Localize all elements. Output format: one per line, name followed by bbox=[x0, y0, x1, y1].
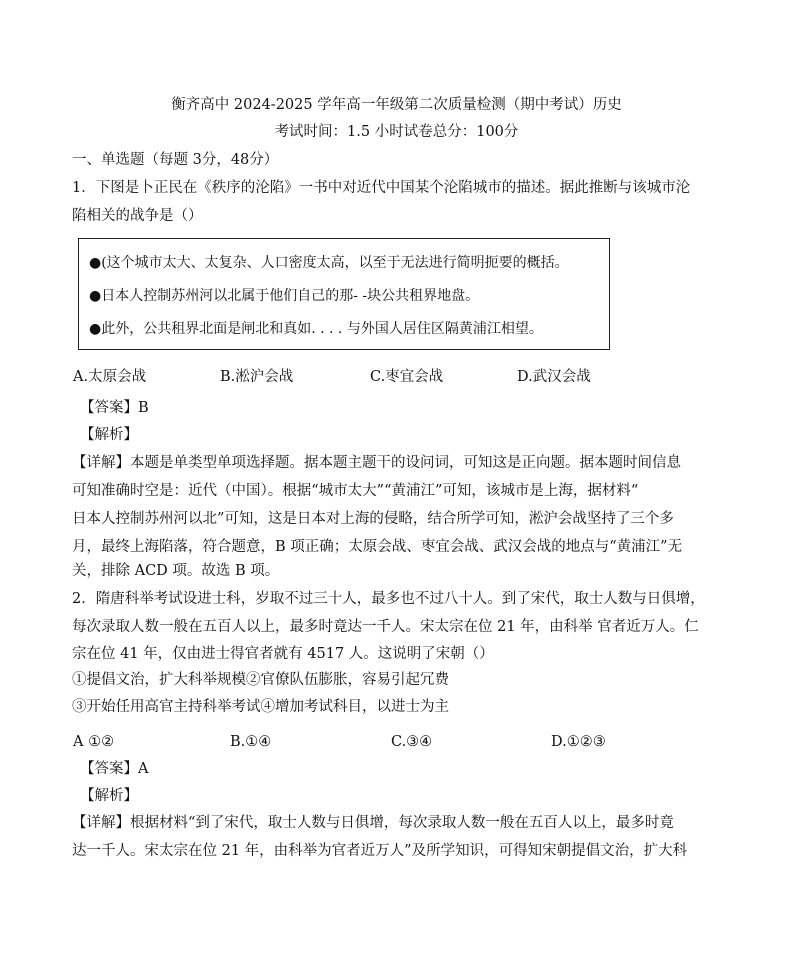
q1-detail-line3: 日本人控制苏州河以北”可知，这是日本对上海的侵略，结合所学可知，淞沪会战坚持了三个多 bbox=[72, 511, 674, 527]
q1-stem-line2: 陷相关的战争是（） bbox=[72, 208, 203, 224]
q1-detail-line1: 【详解】本题是单类型单项选择题。据本题主题干的设问词，可知这是正向题。据本题时间信息 bbox=[72, 455, 681, 471]
q1-quote-box bbox=[78, 238, 610, 350]
q1-quote-1: ●(这个城市太大、太复杂、人口密度太高，以至于无法进行简明扼要的概括。 bbox=[89, 255, 569, 271]
section-heading: 一、单选题（每题 3分，48分） bbox=[72, 152, 279, 168]
q2-option-d: D.①②③ bbox=[551, 734, 606, 750]
q1-option-d: D.武汉会战 bbox=[517, 369, 591, 385]
q2-option-c: C.③④ bbox=[391, 734, 433, 750]
q1-stem-line1: 1．下图是卜正民在《秩序的沦陷》一书中对近代中国某个沦陷城市的描述。据此推断与该城市沦 bbox=[72, 180, 691, 196]
page-title: 衡齐高中 2024-2025 学年高一年级第二次质量检测（期中考试）历史 bbox=[171, 97, 622, 113]
q1-answer: 【答案】B bbox=[80, 400, 149, 416]
q2-stem-line1: 2．隋唐科举考试设进士科，岁取不过三十人，最多也不过八十人。到了宋代，取士人数与日俱增， bbox=[72, 591, 705, 607]
q1-option-a: A.太原会战 bbox=[73, 369, 147, 385]
q1-detail-line2: 可知准确时空是：近代（中国）。根据“城市太大”“黄浦江”可知，该城市是上海，据材料“ bbox=[72, 483, 639, 499]
q2-stem-line3: 宗在位 41 年，仅由进士得官者就有 4517 人。这说明了宋朝（） bbox=[72, 646, 494, 662]
q2-option-a: A ①② bbox=[73, 734, 115, 750]
q2-answer: 【答案】A bbox=[80, 761, 149, 777]
q2-detail-line2: 达一千人。宋太宗在位 21 年，由科举为官者近万人”及所学知识，可得知宋朝提倡文治，扩大科 bbox=[72, 843, 688, 859]
q1-quote-3: ●此外，公共租界北面是闸北和真如. . . . 与外国人居住区隔黄浦江相望。 bbox=[89, 321, 543, 337]
q1-quote-2: ●日本人控制苏州河以北属于他们自己的那- -块公共租界地盘。 bbox=[89, 288, 480, 304]
q2-items-line2: ③开始任用高官主持科举考试④增加考试科目，以进士为主 bbox=[72, 699, 449, 715]
q1-analysis-label: 【解析】 bbox=[80, 427, 138, 443]
q2-stem-line2: 每次录取人数一般在五百人以上，最多时竟达一千人。宋太宗在位 21 年，由科举 官者近万人。仁 bbox=[72, 619, 699, 635]
q2-option-b: B.①④ bbox=[230, 734, 272, 750]
q2-detail-line1: 【详解】根据材料“到了宋代，取士人数与日俱增，每次录取人数一般在五百人以上，最多时竟 bbox=[72, 815, 674, 831]
q2-analysis-label: 【解析】 bbox=[80, 788, 138, 804]
q1-detail-line4: 月，最终上海陷落，符合题意，B 项正确；太原会战、枣宜会战、武汉会战的地点与“黄浦江”无 bbox=[72, 539, 683, 555]
exam-info: 考试时间：1.5 小时试卷总分：100分 bbox=[274, 124, 519, 140]
q1-detail-line5: 关，排除 ACD 项。故选 B 项。 bbox=[72, 563, 280, 579]
q2-items-line1: ①提倡文治，扩大科举规模②官僚队伍膨胀，容易引起冗费 bbox=[72, 672, 449, 688]
q1-option-b: B.淞沪会战 bbox=[220, 369, 294, 385]
q1-option-c: C.枣宜会战 bbox=[370, 369, 444, 385]
